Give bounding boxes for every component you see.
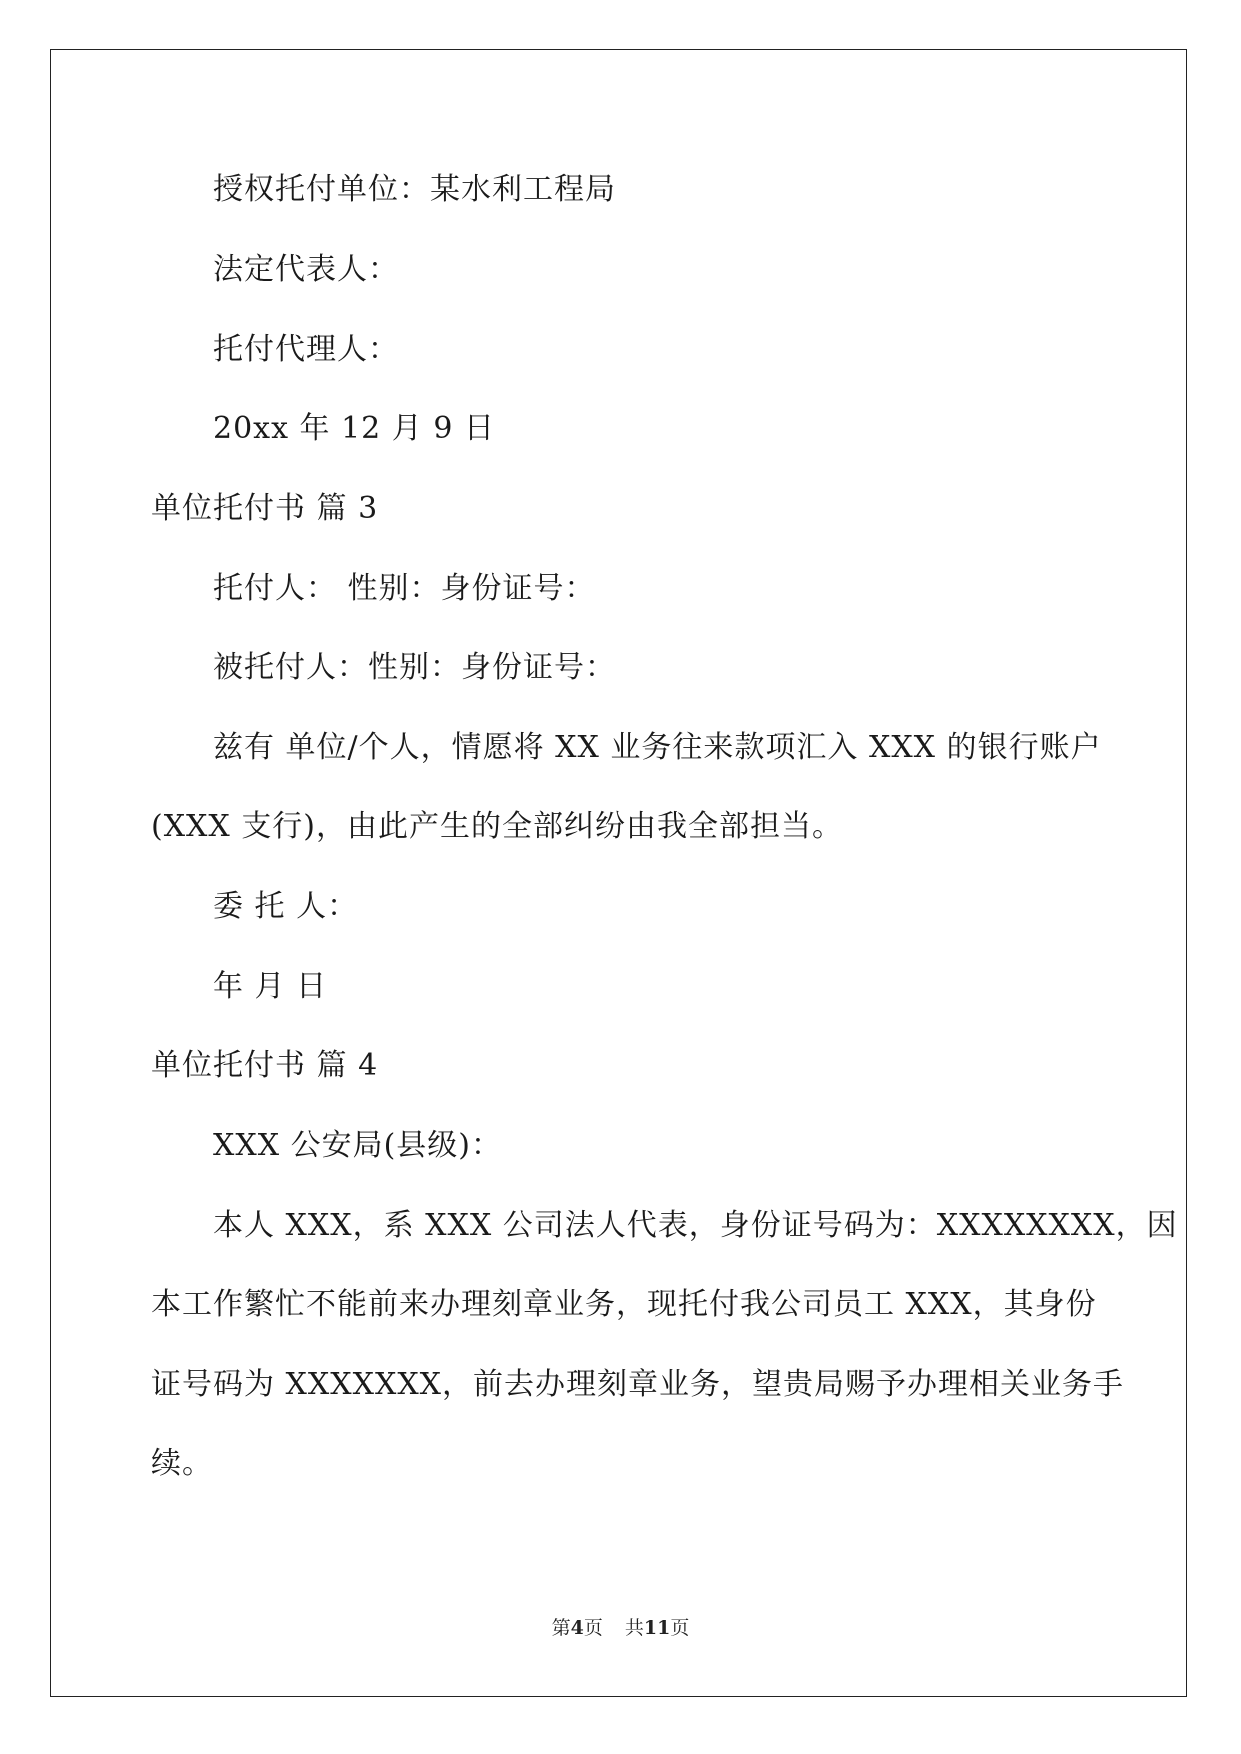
agent-line: 托付代理人： [213,332,399,367]
agent-info-line: 被托付人：性别：身份证号： [213,650,616,685]
body-paragraph-line: (XXX 支行)，由此产生的全部纠纷由我全部担当。 [151,809,844,844]
body-paragraph-line: 续。 [151,1446,213,1481]
section-heading-3: 单位托付书 篇 3 [151,491,379,526]
footer-prefix: 第 [551,1617,571,1639]
principal-signature-line: 委 托 人： [213,889,359,924]
authorizing-unit-line: 授权托付单位：某水利工程局 [213,172,616,207]
date-line: 20xx 年 12 月 9 日 [213,411,495,446]
body-paragraph-line: 证号码为 XXXXXXX，前去办理刻章业务，望贵局赐予办理相关业务手 [151,1367,1125,1402]
section-heading-4: 单位托付书 篇 4 [151,1048,379,1083]
current-page-number: 4 [570,1617,584,1639]
body-paragraph-line: 本人 XXX，系 XXX 公司法人代表，身份证号码为：XXXXXXXX，因 [213,1208,1178,1243]
footer-total-prefix: 共 [624,1617,644,1639]
principal-info-line: 托付人： 性别：身份证号： [213,571,596,606]
page-border [50,49,1187,1697]
page-footer [0,1617,1241,1639]
body-paragraph-line: 本工作繁忙不能前来办理刻章业务，现托付我公司员工 XXX，其身份 [151,1287,1097,1322]
signature-date-line: 年 月 日 [213,969,328,1004]
footer-total-suffix: 页 [670,1617,690,1639]
footer-page-suffix: 页 [583,1617,603,1639]
total-page-number: 11 [643,1617,671,1639]
addressee-line: XXX 公安局(县级)： [213,1128,503,1163]
legal-representative-line: 法定代表人： [213,252,399,287]
body-paragraph-line: 兹有 单位/个人，情愿将 XX 业务往来款项汇入 XXX 的银行账户 [213,730,1102,765]
